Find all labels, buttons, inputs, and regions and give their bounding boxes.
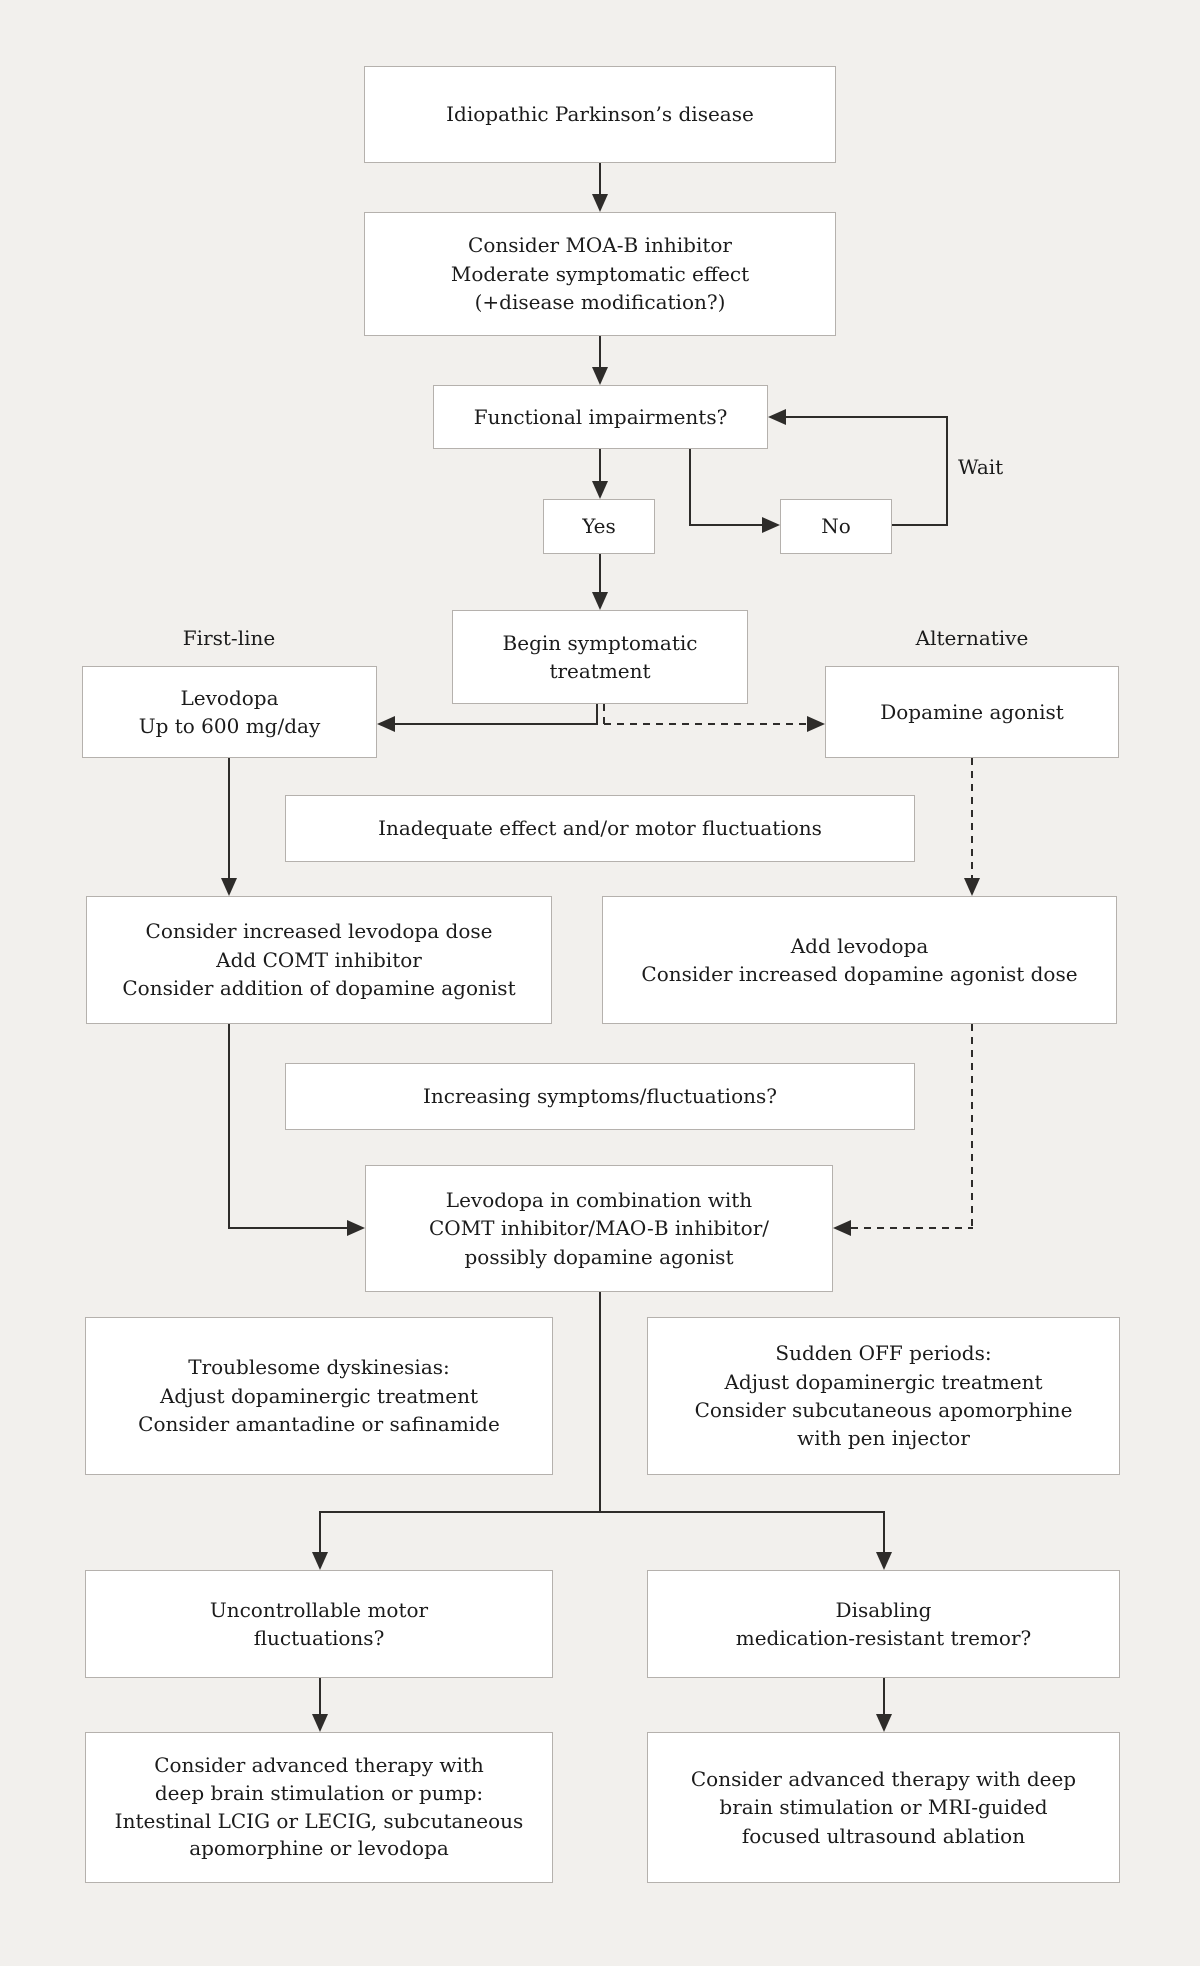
- node-text-line: Levodopa in combination with: [445, 1187, 753, 1212]
- node-text-line: COMT inhibitor/MAO-B inhibitor/: [429, 1216, 769, 1241]
- arrowhead-down-icon: [312, 1714, 328, 1732]
- arrowhead-left-icon: [833, 1220, 851, 1236]
- node-text-line: Moderate symptomatic effect: [450, 261, 750, 286]
- node-text-line: Adjust dopaminergic treatment: [159, 1383, 479, 1408]
- node-text-line: Consider addition of dopamine agonist: [122, 976, 516, 1001]
- connector-fork-left: [319, 1511, 321, 1554]
- node-text-line: No: [821, 514, 851, 539]
- arrowhead-down-icon: [592, 194, 608, 212]
- node-troublesome-dyskinesias: [85, 1317, 553, 1475]
- node-text-line: Consider advanced therapy with: [154, 1753, 484, 1778]
- connector-begin-to-dopamine-agonist: [604, 723, 807, 725]
- connector-add-levodopa-to-combination: [971, 1024, 973, 1229]
- arrowhead-down-icon: [876, 1714, 892, 1732]
- connector-increase-dose-to-combination: [228, 1227, 347, 1229]
- node-no: [780, 499, 892, 554]
- node-text-line: fluctuations?: [253, 1626, 385, 1650]
- connector-functional-to-yes: [599, 449, 601, 483]
- connector-wait-loop: [892, 524, 947, 526]
- node-increase-levodopa-dose: [86, 896, 552, 1024]
- connector-begin-to-dopamine-agonist: [603, 704, 605, 725]
- node-idiopathic-parkinsons-disease: [364, 66, 836, 163]
- node-text-line: Yes: [582, 514, 616, 539]
- connector-disabling-to-advanced: [883, 1678, 885, 1716]
- node-text-line: Dopamine agonist: [880, 699, 1064, 724]
- node-text-line: Consider MOA-B inhibitor: [468, 233, 732, 258]
- arrowhead-down-icon: [964, 878, 980, 896]
- arrowhead-down-icon: [592, 592, 608, 610]
- node-disabling-tremor: [647, 1570, 1120, 1678]
- alternative-label: Alternative: [915, 626, 1029, 650]
- node-consider-maob-inhibitor: [364, 212, 836, 336]
- arrowhead-right-icon: [807, 716, 825, 732]
- node-text-line: Consider subcutaneous apomorphine: [694, 1398, 1073, 1422]
- connector-yes-to-begin: [599, 554, 601, 594]
- node-text-line: Disabling: [835, 1597, 932, 1622]
- arrowhead-right-icon: [347, 1220, 365, 1236]
- node-text-line: brain stimulation or MRI-guided: [719, 1795, 1048, 1820]
- node-text-line: medication-resistant tremor?: [735, 1626, 1032, 1650]
- node-levodopa-first-line: [82, 666, 377, 758]
- arrowhead-left-icon: [377, 716, 395, 732]
- node-text-line: Troublesome dyskinesias:: [188, 1355, 450, 1380]
- node-text-line: Sudden OFF periods:: [775, 1341, 992, 1366]
- first-line-label: First-line: [182, 626, 276, 650]
- connector-levodopa-to-increase-dose: [228, 758, 230, 880]
- connector-begin-to-levodopa: [395, 723, 598, 725]
- node-text-line: Inadequate effect and/or motor fluctuations: [378, 816, 822, 841]
- connector-maob-to-functional: [599, 336, 601, 369]
- node-text-line: Functional impairments?: [473, 404, 728, 429]
- node-dopamine-agonist: [825, 666, 1119, 758]
- connector-idiopathic-to-maob: [599, 163, 601, 196]
- node-add-levodopa: [602, 896, 1117, 1024]
- node-text-line: Consider increased dopamine agonist dose: [641, 962, 1078, 986]
- node-text-line: Uncontrollable motor: [209, 1597, 429, 1622]
- node-advanced-therapy-pump: [85, 1732, 553, 1883]
- arrowhead-down-icon: [312, 1552, 328, 1570]
- node-text-line: Consider amantadine or safinamide: [138, 1412, 500, 1437]
- arrowhead-down-icon: [221, 878, 237, 896]
- node-yes: [543, 499, 655, 554]
- node-text-line: apomorphine or levodopa: [189, 1836, 449, 1861]
- connector-fork-right: [883, 1511, 885, 1554]
- connector-begin-to-levodopa: [596, 704, 598, 725]
- arrowhead-down-icon: [592, 481, 608, 499]
- node-begin-symptomatic-treatment: [452, 610, 748, 704]
- connector-wait-loop: [786, 416, 948, 418]
- node-sudden-off-periods: [647, 1317, 1120, 1475]
- connector-fork-horizontal: [319, 1511, 885, 1513]
- node-text-line: Consider advanced therapy with deep: [690, 1766, 1077, 1791]
- node-advanced-therapy-dbs-ultrasound: [647, 1732, 1120, 1883]
- node-text-line: Increasing symptoms/fluctuations?: [423, 1084, 777, 1109]
- arrowhead-down-icon: [876, 1552, 892, 1570]
- arrowhead-right-icon: [762, 517, 780, 533]
- node-text-line: focused ultrasound ablation: [741, 1823, 1026, 1848]
- node-text-line: deep brain stimulation or pump:: [154, 1780, 484, 1805]
- node-functional-impairments: [433, 385, 768, 449]
- connector-uncontrollable-to-advanced: [319, 1678, 321, 1716]
- node-uncontrollable-motor-fluctuations: [85, 1570, 553, 1678]
- node-text-line: treatment: [549, 659, 651, 683]
- connector-wait-loop: [946, 417, 948, 526]
- node-increasing-symptoms: [285, 1063, 915, 1130]
- node-text-line: Begin symptomatic: [502, 630, 698, 655]
- node-text-line: Idiopathic Parkinson’s disease: [446, 102, 754, 127]
- arrowhead-down-icon: [592, 367, 608, 385]
- arrowhead-left-icon: [768, 409, 786, 425]
- node-text-line: Intestinal LCIG or LECIG, subcutaneous: [114, 1808, 524, 1833]
- node-text-line: Levodopa: [180, 685, 279, 710]
- node-text-line: Adjust dopaminergic treatment: [724, 1369, 1043, 1394]
- node-text-line: Consider increased levodopa dose: [145, 919, 493, 944]
- node-inadequate-effect: [285, 795, 915, 862]
- node-text-line: (+disease modification?): [474, 290, 726, 315]
- connector-functional-to-no: [690, 524, 762, 526]
- connector-dopagonist-to-add-levodopa: [971, 758, 973, 880]
- node-text-line: Add levodopa: [790, 933, 929, 958]
- wait-label: Wait: [958, 455, 1004, 479]
- node-levodopa-combination: [365, 1165, 833, 1292]
- node-text-line: with pen injector: [797, 1426, 970, 1451]
- node-text-line: possibly dopamine agonist: [464, 1244, 734, 1269]
- connector-functional-to-no: [689, 449, 691, 526]
- connector-increase-dose-to-combination: [228, 1024, 230, 1229]
- connector-combination-down: [599, 1292, 601, 1513]
- node-text-line: Up to 600 mg/day: [138, 714, 321, 738]
- node-text-line: Add COMT inhibitor: [216, 947, 422, 972]
- connector-add-levodopa-to-combination: [851, 1227, 973, 1229]
